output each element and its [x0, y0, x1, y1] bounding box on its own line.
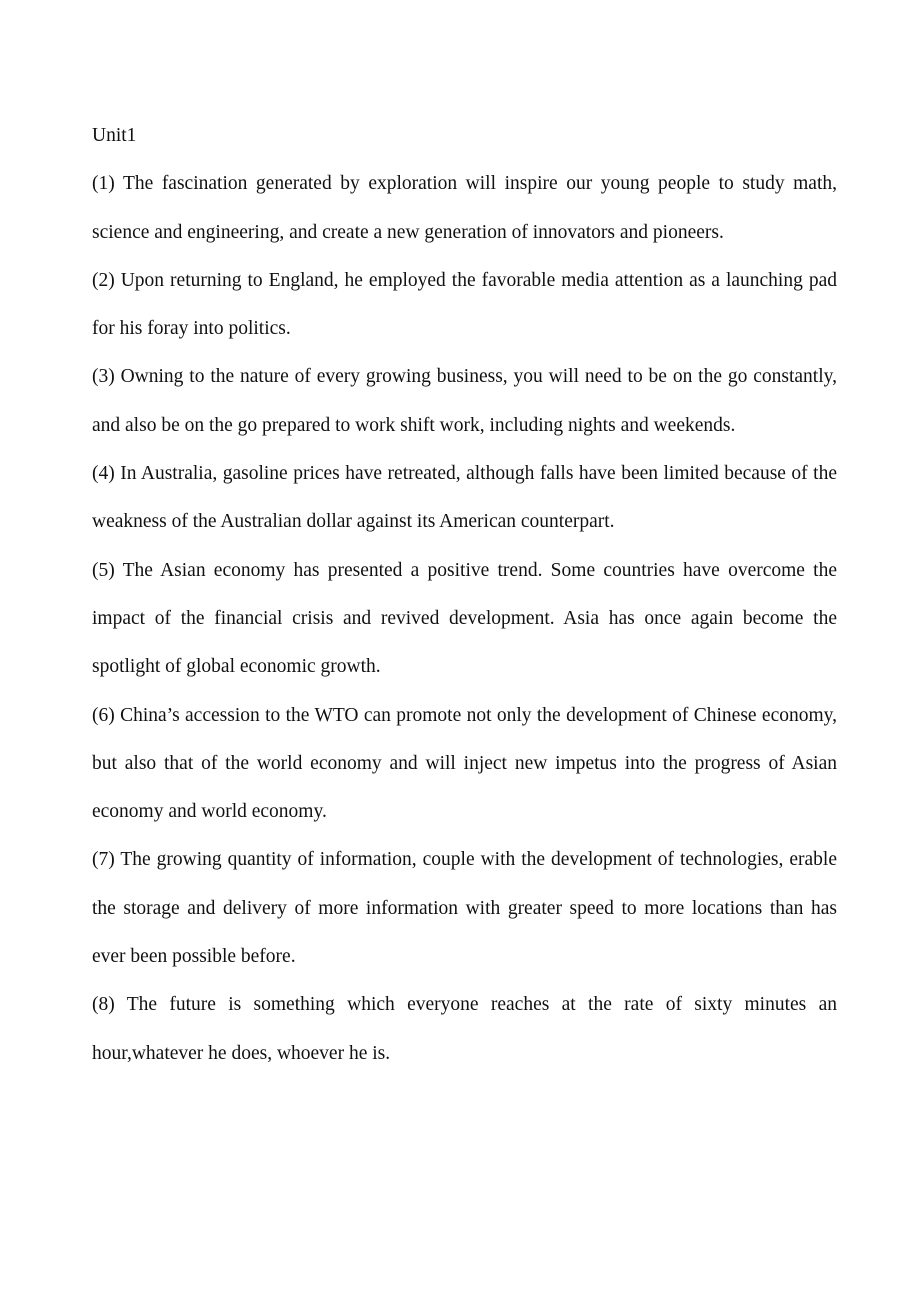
sentence-3: (3) Owning to the nature of every growing business, you will need to be on the go constantly, and also be on the go prepared to work shift work, including nights and weekends. [92, 366, 837, 436]
sentence-6: (6) China’s accession to the WTO can promote not only the development of Chinese economy, but also that of the world economy and will inject new impetus into the progress of Asian economy and world economy. [92, 704, 837, 823]
sentence-8: (8) The future is something which everyone reaches at the rate of sixty minutes an hour,whatever he does, whoever he is. [92, 994, 837, 1064]
sentence-7: (7) The growing quantity of information, couple with the development of technologies, erable the storage and delivery of more information with greater speed to more locations than has ever been possible before. [92, 849, 837, 968]
sentence-4: (4) In Australia, gasoline prices have retreated, although falls have been limited because of the weakness of the Australian dollar against its American counterpart. [92, 463, 837, 533]
sentence-2: (2) Upon returning to England, he employed the favorable media attention as a launching pad for his foray into politics. [92, 269, 837, 340]
unit-heading: Unit1 [92, 125, 137, 146]
sentence-1: (1) The fascination generated by exploration will inspire our young people to study math, science and engineering, and create a new generation of innovators and pioneers. [92, 173, 837, 243]
sentence-5: (5) The Asian economy has presented a positive trend. Some countries have overcome the impact of the financial crisis and revived development. Asia has once again become the spotlight of global economic growth. [92, 559, 837, 678]
document-body [92, 112, 837, 1078]
